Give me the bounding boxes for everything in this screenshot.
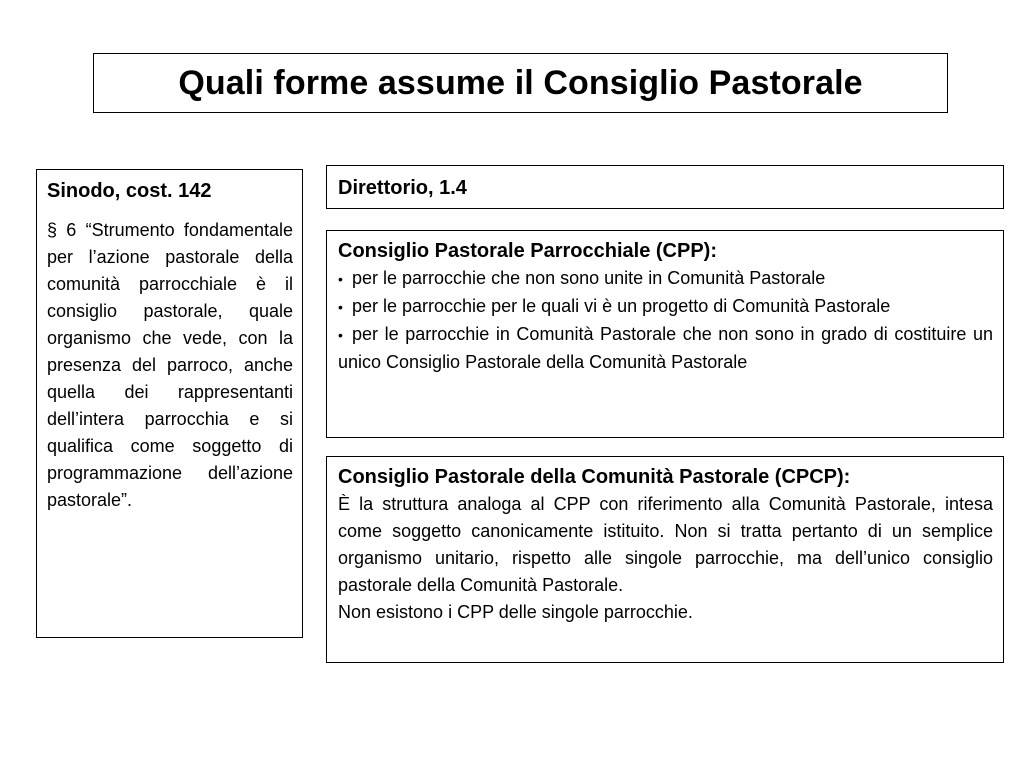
bullet-icon: • <box>338 327 343 343</box>
cpp-list-item <box>338 321 993 376</box>
bullet-icon: • <box>338 271 343 287</box>
sinodo-text: § 6 “Strumento fondamentale per l’azione pastorale della comunità parrocchiale è il consiglio pastorale, quale organismo che vede, con la presenza del parroco, anche quella dei rappresentanti dell’intera parrocchia e si qualifica come soggetto di programmazione dell’azione pastorale”. <box>47 220 293 510</box>
cpcp-heading: Consiglio Pastorale della Comunità Pastorale (CPCP): <box>338 466 851 488</box>
cpp-list-item-text: per le parrocchie per le quali vi è un progetto di Comunità Pastorale <box>352 296 891 316</box>
cpp-heading: Consiglio Pastorale Parrocchiale (CPP): <box>338 240 717 262</box>
sinodo-box <box>36 169 303 638</box>
bullet-icon: • <box>338 299 343 315</box>
cpcp-paragraph: È la struttura analoga al CPP con riferimento alla Comunità Pastorale, intesa come soggetto canonicamente istituito. Non si tratta pertanto di un semplice organismo unitario, rispetto alle singole parrocchie, ma dell’unico consiglio pastorale della Comunità Pastorale. <box>338 494 993 595</box>
cpp-list-item-text: per le parrocchie in Comunità Pastorale che non sono in grado di costituire un unico Consiglio Pastorale della Comunità Pastorale <box>338 324 993 372</box>
page-title: Quali forme assume il Consiglio Pastorale <box>178 63 863 102</box>
title-box <box>93 53 948 113</box>
cpp-box <box>326 230 1004 438</box>
direttorio-heading: Direttorio, 1.4 <box>338 177 467 199</box>
cpcp-box <box>326 456 1004 663</box>
direttorio-box <box>326 165 1004 209</box>
cpcp-paragraph: Non esistono i CPP delle singole parrocchie. <box>338 602 693 622</box>
cpp-list-item <box>338 293 993 321</box>
sinodo-heading: Sinodo, cost. 142 <box>47 180 212 202</box>
cpp-list-item-text: per le parrocchie che non sono unite in Comunità Pastorale <box>352 268 826 288</box>
cpp-list-item <box>338 265 993 293</box>
